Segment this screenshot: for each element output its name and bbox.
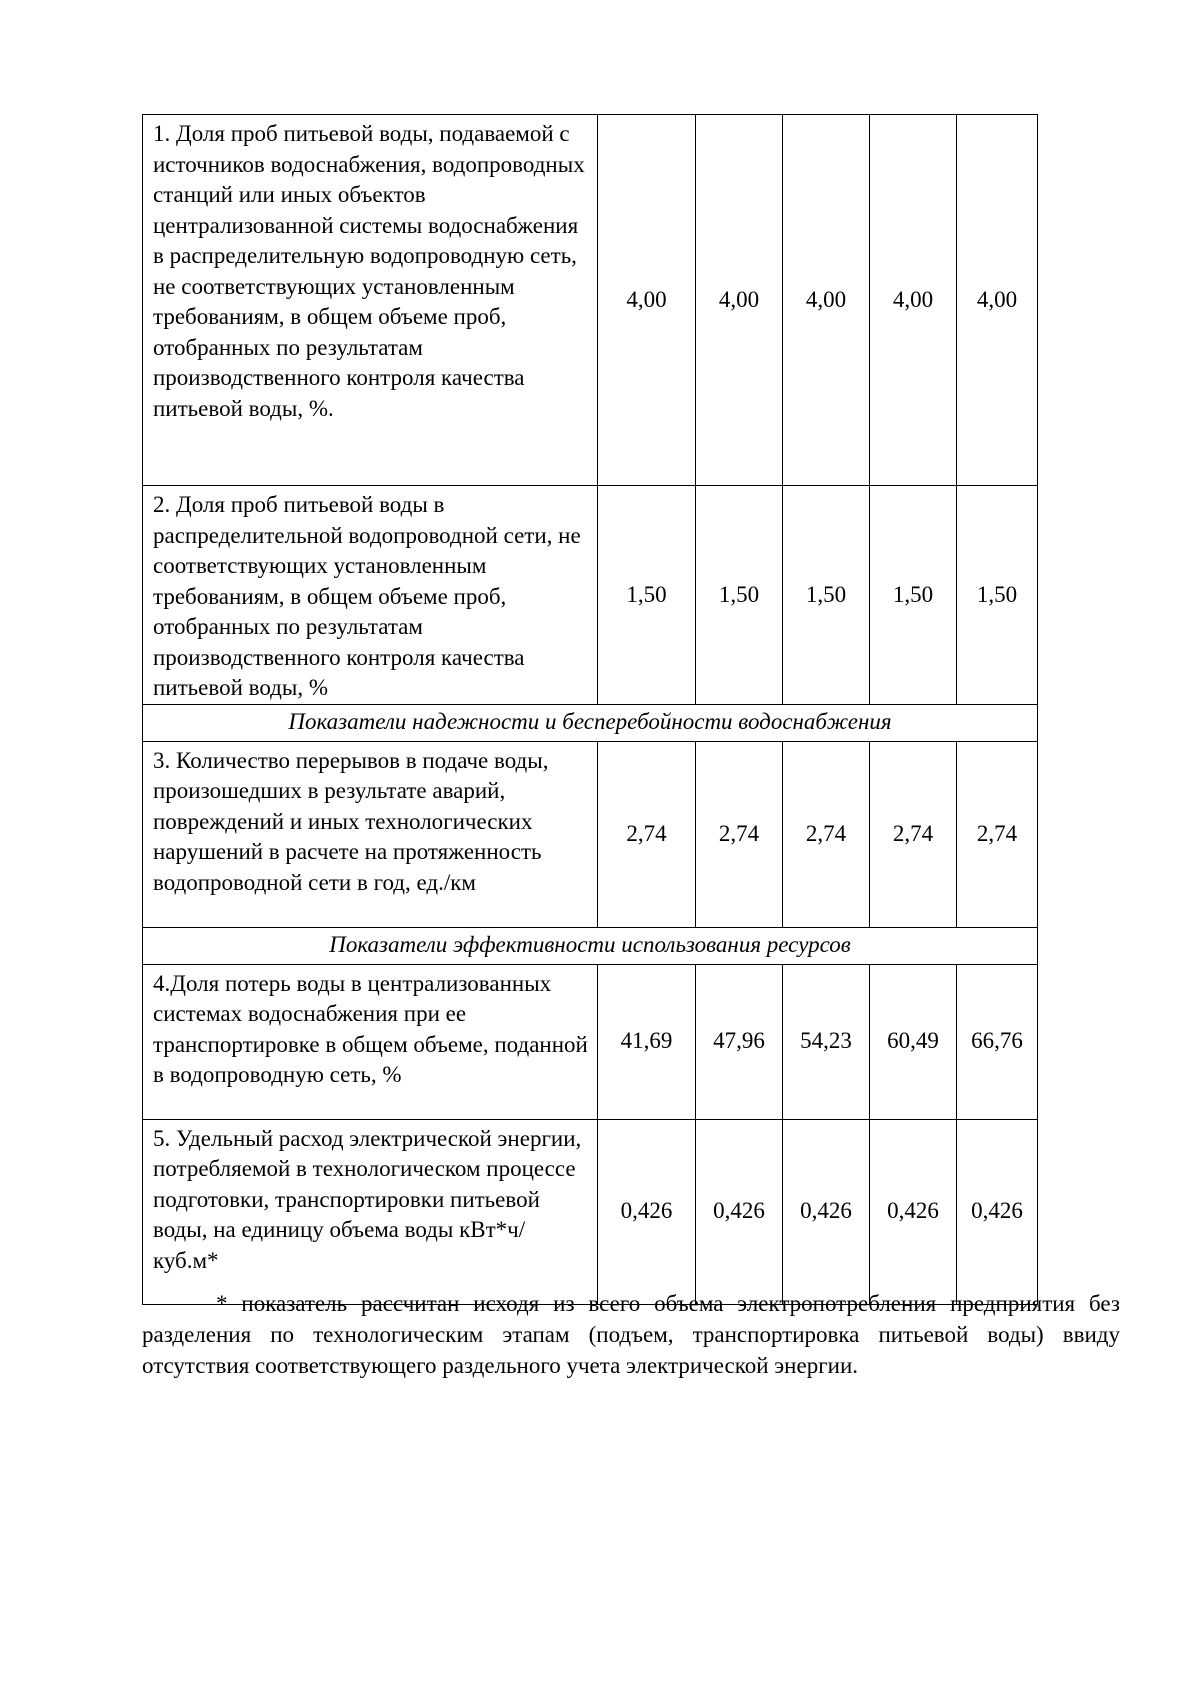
indicator-label: 4.Доля потерь воды в централизованных системах водоснабжения при ее транспортировке в общем объеме, поданной в водопроводную сеть, % bbox=[143, 964, 598, 1119]
table-row-indicator-2 bbox=[143, 486, 1038, 705]
indicator-value: 4,00 bbox=[870, 115, 957, 486]
indicator-value: 2,74 bbox=[783, 741, 870, 927]
table-row-indicator-5 bbox=[143, 1119, 1038, 1304]
indicator-value: 2,74 bbox=[957, 741, 1038, 927]
indicator-value: 4,00 bbox=[598, 115, 696, 486]
indicator-value: 1,50 bbox=[696, 486, 783, 705]
indicator-value: 2,74 bbox=[598, 741, 696, 927]
footnote: * показатель рассчитан исходя из всего объема электропотребления предприятия без разделения по технологическим этапам (подъем, транспортировка питьевой воды) ввиду отсутствия соответствующего раздельного учета электрической энергии. bbox=[142, 1291, 1120, 1378]
table-section-reliability bbox=[143, 704, 1038, 741]
indicator-value: 2,74 bbox=[870, 741, 957, 927]
indicator-value: 1,50 bbox=[598, 486, 696, 705]
table-section-efficiency bbox=[143, 927, 1038, 964]
indicator-label: 5. Удельный расход электрической энергии, потребляемой в технологическом процессе подготовки, транспортировки питьевой воды, на единицу объема воды кВт*ч/куб.м* bbox=[143, 1119, 598, 1304]
indicator-label: 3. Количество перерывов в подаче воды, произошедших в результате аварий, повреждений и иных технологических нарушений в расчете на протяженность водопроводной сети в год, ед./км bbox=[143, 741, 598, 927]
section-title: Показатели надежности и бесперебойности водоснабжения bbox=[143, 704, 1038, 741]
indicator-value: 1,50 bbox=[957, 486, 1038, 705]
indicators-table bbox=[142, 114, 1038, 1305]
indicator-value: 4,00 bbox=[783, 115, 870, 486]
indicator-value: 0,426 bbox=[598, 1119, 696, 1304]
indicator-value: 1,50 bbox=[870, 486, 957, 705]
indicator-value: 0,426 bbox=[957, 1119, 1038, 1304]
indicator-value: 60,49 bbox=[870, 964, 957, 1119]
indicator-value: 0,426 bbox=[696, 1119, 783, 1304]
indicator-value: 66,76 bbox=[957, 964, 1038, 1119]
indicator-value: 47,96 bbox=[696, 964, 783, 1119]
indicator-value: 0,426 bbox=[783, 1119, 870, 1304]
section-title: Показатели эффективности использования ресурсов bbox=[143, 927, 1038, 964]
indicator-value: 41,69 bbox=[598, 964, 696, 1119]
table-row-indicator-4 bbox=[143, 964, 1038, 1119]
indicator-value: 0,426 bbox=[870, 1119, 957, 1304]
table-row-indicator-1 bbox=[143, 115, 1038, 486]
indicator-value: 54,23 bbox=[783, 964, 870, 1119]
indicator-value: 4,00 bbox=[957, 115, 1038, 486]
table-row-indicator-3 bbox=[143, 741, 1038, 927]
indicator-label: 1. Доля проб питьевой воды, подаваемой с источников водоснабжения, водопроводных станций или иных объектов централизованной системы водоснабжения в распределительную водопроводную сеть, не соответствующих установленным требованиям, в общем объеме проб, отобранных по результатам производственного контроля качества питьевой воды, %. bbox=[143, 115, 598, 486]
indicator-value: 2,74 bbox=[696, 741, 783, 927]
indicator-label: 2. Доля проб питьевой воды в распределительной водопроводной сети, не соответствующих установленным требованиям, в общем объеме проб, отобранных по результатам производственного контроля качества питьевой воды, % bbox=[143, 486, 598, 705]
indicator-value: 1,50 bbox=[783, 486, 870, 705]
indicator-value: 4,00 bbox=[696, 115, 783, 486]
